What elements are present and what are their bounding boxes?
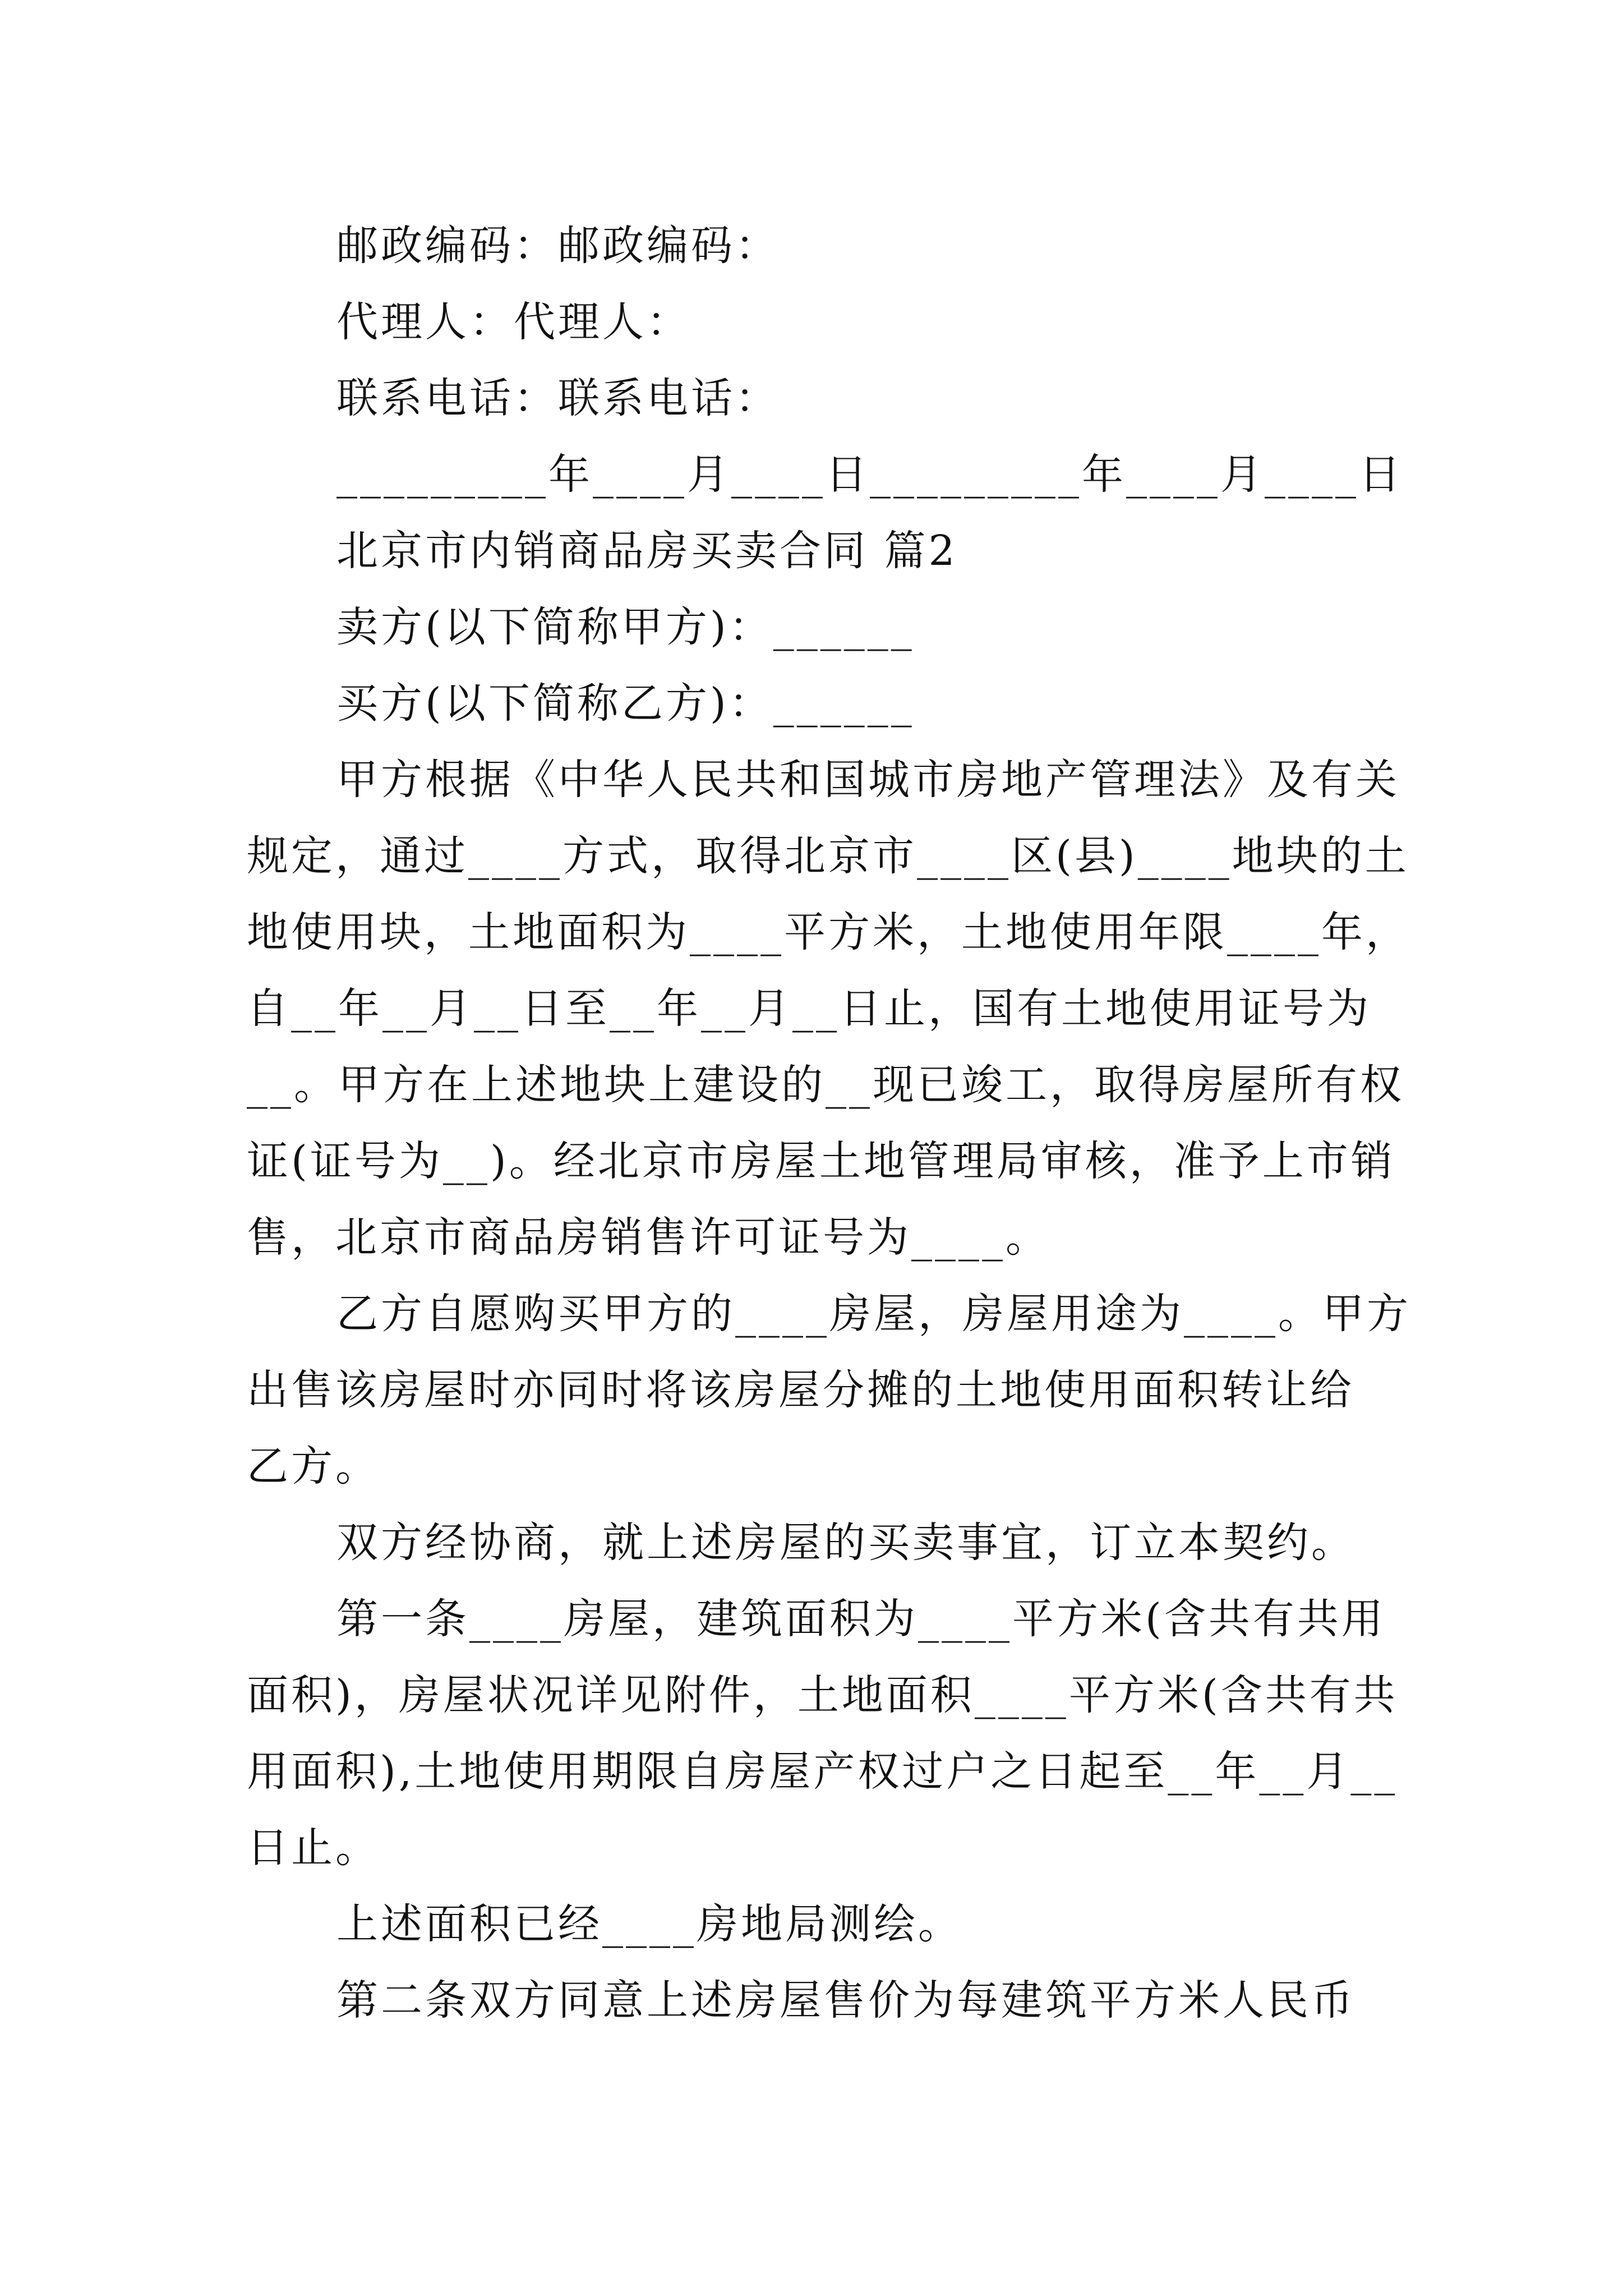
date-line: _________年____月____日_________年____月____日 [336, 450, 1403, 499]
paragraph-article-1 [247, 1581, 1398, 1886]
text-line: 双方经协商，就上述房屋的买卖事宜，订立本契约。 [336, 1519, 1355, 1567]
paragraph-land-use [247, 742, 1410, 1276]
text-line: 甲方根据《中华人民共和国城市房地产管理法》及有关 [336, 756, 1400, 804]
text-line: 面积)，房屋状况详见附件，土地面积____平方米(含共有共 [247, 1671, 1398, 1719]
paragraph-survey [247, 1886, 1380, 1962]
agent-line: 代理人：代理人： [336, 298, 691, 346]
text-line: 乙方。 [247, 1442, 380, 1490]
text-line: 日止。 [247, 1824, 380, 1872]
section-title: 北京市内销商品房买卖合同 篇2 [336, 527, 958, 575]
text-line: 第一条____房屋，建筑面积为____平方米(含共有共用 [336, 1595, 1386, 1643]
text-line: 售，北京市商品房销售许可证号为____。 [247, 1213, 1050, 1262]
text-line: __。甲方在上述地块上建设的__现已竣工，取得房屋所有权 [247, 1061, 1404, 1109]
text-line: 出售该房屋时亦同时将该房屋分摊的土地使用面积转让给 [247, 1366, 1354, 1414]
text-line: 乙方自愿购买甲方的____房屋，房屋用途为____。甲方 [336, 1290, 1411, 1338]
text-line: 证(证号为__)。经北京市房屋土地管理局审核，准予上市销 [247, 1137, 1395, 1185]
seller-line: 卖方(以下简称甲方)：______ [336, 603, 915, 651]
paragraph-agreement [247, 1504, 1380, 1581]
text-line: 第二条双方同意上述房屋售价为每建筑平方米人民币 [336, 1976, 1355, 2024]
text-line: 自__年__月__日至__年__月__日止，国有土地使用证号为 [247, 984, 1371, 1033]
text-line: 用面积),土地使用期限自房屋产权过户之日起至__年__月__ [247, 1747, 1398, 1796]
text-line: 地使用块，土地面积为____平方米，土地使用年限____年， [247, 908, 1410, 956]
paragraph-article-2 [247, 1962, 1380, 2039]
text-line: 上述面积已经____房地局测绘。 [336, 1900, 962, 1948]
buyer-line: 买方(以下简称乙方)：______ [336, 679, 915, 728]
document-body [247, 208, 1411, 2039]
phone-line: 联系电话：联系电话： [336, 374, 780, 422]
paragraph-purchase [247, 1276, 1411, 1504]
text-line: 规定，通过____方式，取得北京市____区(县)____地块的土 [247, 832, 1409, 880]
postal-code-line: 邮政编码：邮政编码： [336, 222, 780, 270]
